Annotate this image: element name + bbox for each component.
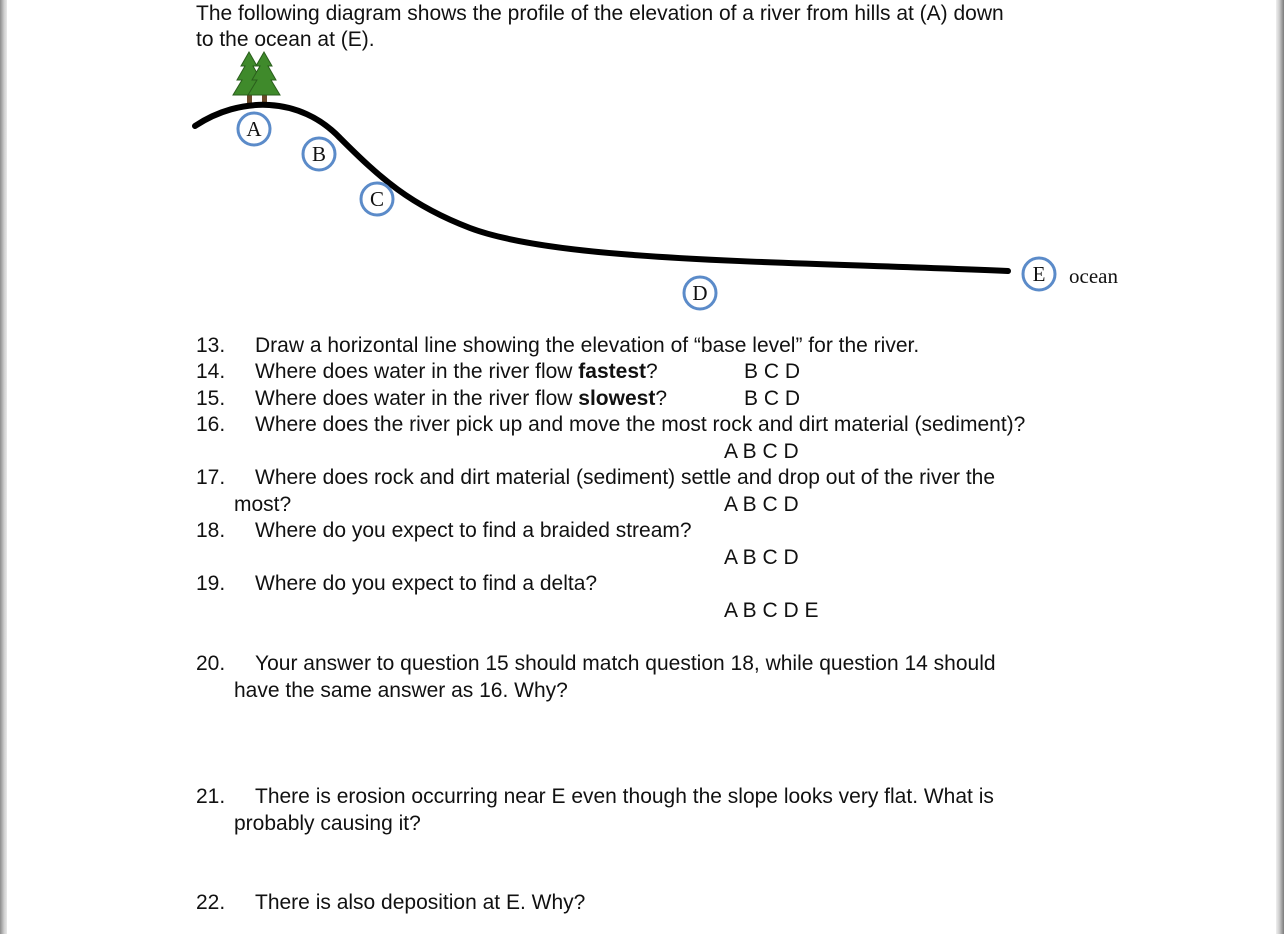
point-marker-c [361, 183, 393, 215]
q17-choices: A B C D [724, 493, 799, 516]
q18-choices: A B C D [724, 546, 799, 569]
q16-text: Where does the river pick up and move the most rock and dirt material (sediment)? [255, 413, 1026, 436]
q15-text-post: ? [655, 387, 668, 410]
q19-text: Where do you expect to find a delta? [255, 572, 598, 595]
intro-line-1: The following diagram shows the profile of the elevation of a river from hills at (A) down [196, 2, 1004, 25]
q22-number: 22. [196, 891, 226, 914]
q20-text-line-2: have the same answer as 16. Why? [234, 679, 568, 702]
q17-number: 17. [196, 466, 226, 489]
q21-number: 21. [196, 785, 226, 808]
q14-text-post: ? [646, 360, 658, 383]
q13-text: Draw a horizontal line showing the elevation of “base level” for the river. [255, 334, 920, 357]
point-label-b: B [311, 142, 327, 166]
q14-text [255, 359, 658, 385]
point-marker-b [303, 138, 335, 170]
q15-text-pre: Where does water in the river flow [255, 387, 579, 410]
q14-text-pre: Where does water in the river flow [255, 360, 579, 383]
q14-text-bold: fastest [578, 360, 646, 383]
q18-number: 18. [196, 519, 226, 542]
q16-number: 16. [196, 413, 226, 436]
q13-number: 13. [196, 334, 226, 357]
q18-text: Where do you expect to find a braided stream? [255, 519, 692, 542]
point-label-e: E [1032, 262, 1046, 286]
q17-text-line-2: most? [234, 493, 292, 516]
q20-number: 20. [196, 652, 226, 675]
q16-choices: A B C D [724, 440, 799, 463]
point-label-c: C [369, 187, 385, 211]
q19-choices: A B C D E [724, 599, 819, 622]
river-profile-line [195, 105, 1008, 271]
point-marker-e [1023, 258, 1055, 290]
point-marker-a [238, 113, 270, 145]
q22-text: There is also deposition at E. Why? [255, 891, 586, 914]
point-marker-d [684, 277, 716, 309]
q14-number: 14. [196, 360, 226, 383]
point-label-d: D [692, 281, 708, 305]
q21-text: There is erosion occurring near E even though the slope looks very flat. What is [255, 785, 994, 808]
q15-choices: B C D [744, 387, 801, 410]
q14-choices: B C D [744, 360, 801, 383]
q21-text-line-2: probably causing it? [234, 812, 421, 835]
q17-text: Where does rock and dirt material (sediment) settle and drop out of the river the [255, 466, 996, 489]
point-label-a: A [246, 117, 262, 141]
q19-number: 19. [196, 572, 226, 595]
ocean-label: ocean [1069, 264, 1118, 288]
q15-text [255, 386, 667, 412]
intro-line-2: to the ocean at (E). [196, 28, 375, 51]
q15-text-bold: slowest [578, 387, 656, 410]
q15-number: 15. [196, 387, 226, 410]
trees-icon [233, 52, 280, 104]
river-profile-diagram [0, 0, 1284, 330]
q20-text: Your answer to question 15 should match question 18, while question 14 should [255, 652, 996, 675]
